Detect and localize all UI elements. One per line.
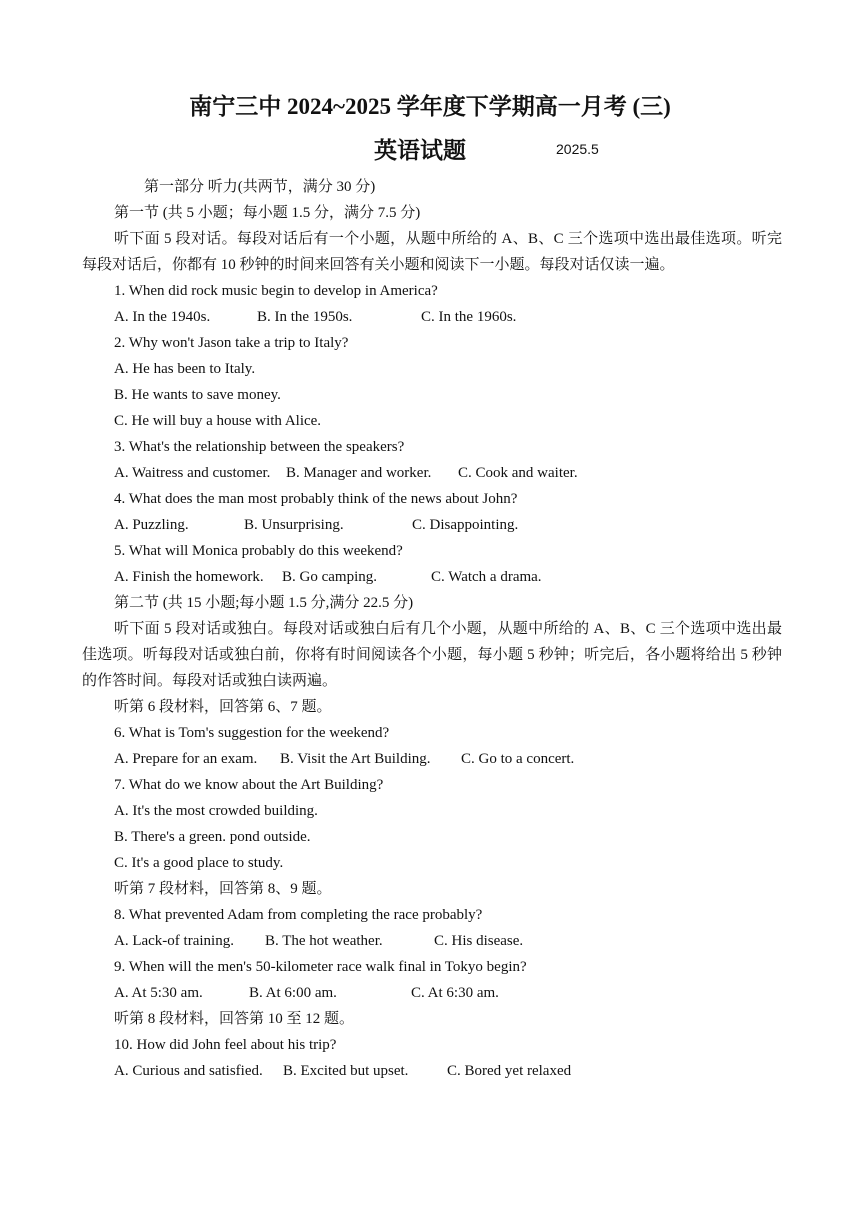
- option-a: A. Finish the homework.: [114, 569, 264, 585]
- exam-title: 南宁三中 2024~2025 学年度下学期高一月考 (三): [189, 94, 671, 119]
- option-c: C. It's a good place to study.: [114, 855, 284, 871]
- option-b: B. Excited but upset.: [283, 1063, 409, 1079]
- question-1-options: [82, 304, 782, 330]
- section2-instructions: 听下面 5 段对话或独白。每段对话或独白后有几个小题，从题中所给的 A、B、C 三个选项中选出最佳选项。听每段对话或独白前，你将有时间阅读各个小题，每小题 5 秒钟；听完后，各小题将给出 5 秒钟的作答时间。每段对话或独白读两遍。: [82, 621, 782, 689]
- option-c: C. At 6:30 am.: [411, 985, 499, 1001]
- option-b: B. At 6:00 am.: [249, 985, 337, 1001]
- option-b: B. Go camping.: [282, 569, 377, 585]
- question-4-options: [82, 512, 782, 538]
- material-8-heading: 听第 8 段材料，回答第 10 至 12 题。: [114, 1011, 355, 1027]
- option-c: C. Disappointing.: [412, 517, 519, 533]
- option-c: C. His disease.: [434, 933, 524, 949]
- question-3: 3. What's the relationship between the speakers?: [114, 439, 405, 455]
- material-6-heading: 听第 6 段材料，回答第 6、7 题。: [114, 699, 332, 715]
- question-8-options: [82, 928, 782, 954]
- option-a: A. Lack-of training.: [114, 933, 234, 949]
- option-a: A. Curious and satisfied.: [114, 1063, 263, 1079]
- option-c: C. Watch a drama.: [431, 569, 542, 585]
- question-7: 7. What do we know about the Art Building?: [114, 777, 384, 793]
- option-c: C. He will buy a house with Alice.: [114, 413, 322, 429]
- question-10: 10. How did John feel about his trip?: [114, 1037, 337, 1053]
- option-b: B. Visit the Art Building.: [280, 751, 431, 767]
- exam-date: 2025.5: [556, 141, 599, 157]
- material-7-heading: 听第 7 段材料，回答第 8、9 题。: [114, 881, 332, 897]
- question-3-options: [82, 460, 782, 486]
- option-b: B. There's a green. pond outside.: [114, 829, 311, 845]
- option-a: A. Waitress and customer.: [114, 465, 271, 481]
- option-c: C. Cook and waiter.: [458, 465, 578, 481]
- exam-subtitle: 英语试题: [374, 138, 466, 163]
- option-a: A. He has been to Italy.: [114, 361, 256, 377]
- question-9: 9. When will the men's 50-kilometer race walk final in Tokyo begin?: [114, 959, 527, 975]
- section2-heading: 第二节 (共 15 小题;每小题 1.5 分,满分 22.5 分): [114, 595, 414, 611]
- option-b: B. The hot weather.: [265, 933, 383, 949]
- question-9-options: [82, 980, 782, 1006]
- option-b: B. Manager and worker.: [286, 465, 432, 481]
- option-a: A. It's the most crowded building.: [114, 803, 318, 819]
- question-5-options: [82, 564, 782, 590]
- option-a: A. In the 1940s.: [114, 309, 211, 325]
- option-a: A. Prepare for an exam.: [114, 751, 258, 767]
- question-6-options: [82, 746, 782, 772]
- option-c: C. In the 1960s.: [421, 309, 517, 325]
- question-1: 1. When did rock music begin to develop in America?: [114, 283, 438, 299]
- question-10-options: [82, 1058, 782, 1084]
- section1-heading: 第一节 (共 5 小题；每小题 1.5 分，满分 7.5 分): [114, 205, 421, 221]
- option-a: A. Puzzling.: [114, 517, 189, 533]
- option-a: A. At 5:30 am.: [114, 985, 203, 1001]
- section1-instructions: 听下面 5 段对话。每段对话后有一个小题，从题中所给的 A、B、C 三个选项中选出最佳选项。听完每段对话后，你都有 10 秒钟的时间来回答有关小题和阅读下一小题。每段对话仅读一遍。: [82, 231, 782, 273]
- option-b: B. He wants to save money.: [114, 387, 281, 403]
- question-8: 8. What prevented Adam from completing the race probably?: [114, 907, 483, 923]
- part1-heading: 第一部分 听力(共两节，满分 30 分): [144, 179, 376, 195]
- question-6: 6. What is Tom's suggestion for the weekend?: [114, 725, 390, 741]
- question-5: 5. What will Monica probably do this weekend?: [114, 543, 403, 559]
- option-c: C. Bored yet relaxed: [447, 1063, 572, 1079]
- option-b: B. In the 1950s.: [257, 309, 353, 325]
- exam-content: [82, 174, 782, 1084]
- option-b: B. Unsurprising.: [244, 517, 344, 533]
- question-2: 2. Why won't Jason take a trip to Italy?: [114, 335, 349, 351]
- option-c: C. Go to a concert.: [461, 751, 575, 767]
- question-4: 4. What does the man most probably think of the news about John?: [114, 491, 518, 507]
